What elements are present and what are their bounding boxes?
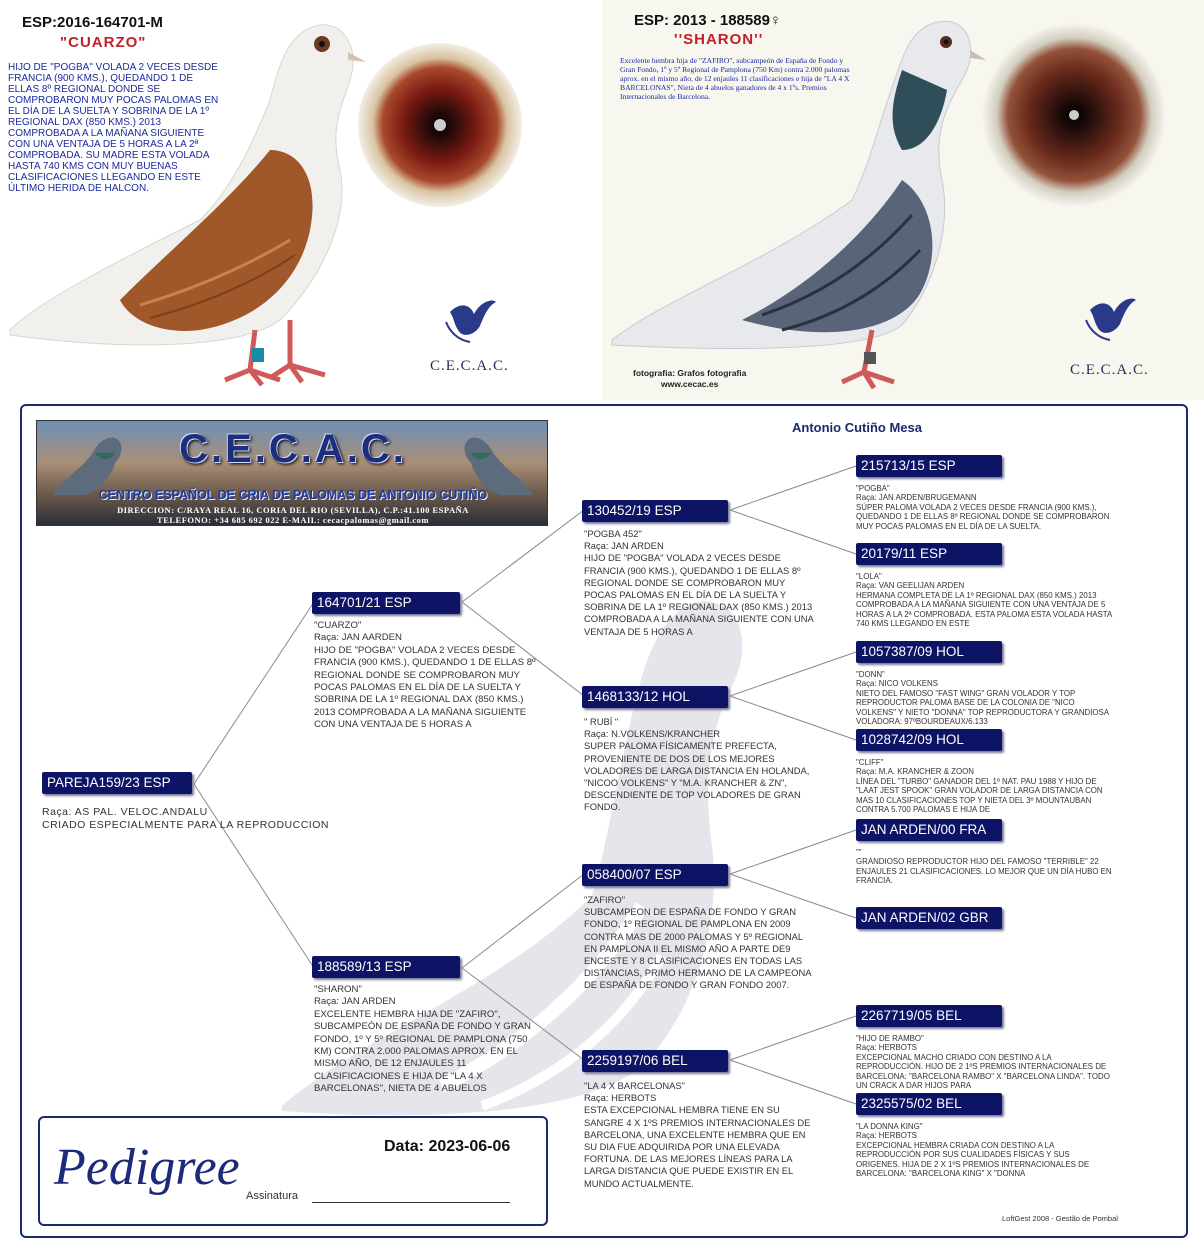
sd-text: SUPER PALOMA FÍSICAMENTE PREFECTA, PROVENIENTE DE DOS DE LOS MEJORES VOLADORES DE LARGA DISTANCIA EN HOLANDA, "NICOO VOLKENS" Y "M.A. KRANCHER & ZN", DESCENDIENTE DE TOP VOLADORES DE GRAN FONDO. — [584, 740, 810, 813]
banner-title: C.E.C.A.C. — [179, 427, 407, 471]
sharon-logo-text: C.E.C.A.C. — [1070, 362, 1149, 378]
dam-ring-box: 188589/13 ESP — [312, 956, 460, 978]
g3-6-breed: Raça: HERBOTS — [856, 1043, 917, 1053]
sire-text: HIJO DE "POGBA" VOLADA 2 VECES DESDE FRANCIA (900 KMS.), QUEDANDO 1 DE ELLAS 8º REGIONAL DONDE SE COMPROBARON MUY POCAS PALOMAS EN EL DÍA DE LA SUELTA Y SOBRINA DE LA 1º REGIONAL DAX (850 KMS.) 2013 COMPROBADA A LA MAÑANA SIGUIENTE CON UNA VENTAJA DE 5 HORAS A — [314, 644, 536, 731]
sharon-ring-title: ESP: 2013 - 188589♀ — [634, 12, 782, 29]
sd-breed: Raça: N.VOLKENS/KRANCHER — [584, 728, 720, 740]
dam-info — [314, 984, 546, 1096]
g3-3-info — [856, 758, 1112, 814]
pedigree-chart — [20, 404, 1188, 1238]
banner-address-line: DIRECCION: C/RAYA REAL 16, CORIA DEL RIO (SEVILLA), C.P.:41.100 ESPAÑA — [117, 505, 469, 515]
ss-name: "POGBA 452" — [584, 528, 642, 539]
g3-0-text: SÚPER PALOMA VOLADA 2 VECES DESDE FRANCIA (900 KMS.), QUEDANDO 1 DE ELLAS 8º REGIONAL DONDE SE COMPROBARON MUY POCAS PALOMAS EN EL DÍA DE LA SUELTA. — [856, 502, 1110, 531]
dd-info — [584, 1080, 816, 1190]
g3-1-name: "LOLA" — [856, 572, 882, 581]
g3-6-text: EXCEPCIONAL MACHO CRIADO CON DESTINO A LA REPRODUCCIÓN. HIJO DE 2 1ºS PREMIOS INTERNACIONALES DE BARCELONA: "BARCELONA RAMBO" X "BARCELONA LINDA". TODO UN CRACK A DAR HIJOS PARA — [856, 1052, 1110, 1091]
g3-0-breed: Raça: JAN ARDEN/BRUGEMANN — [856, 493, 977, 503]
owner-name: Antonio Cutiño Mesa — [792, 420, 922, 435]
sd-name: " RUBÍ " — [584, 716, 619, 727]
g3-2-ring-box: 1057387/09 HOL — [856, 641, 1002, 663]
g3-2-text: NIETO DEL FAMOSO "FAST WING" GRAN VOLADOR Y TOP REPRODUCTOR PALOMA BASE DE LA COLONIA DE "NICO VOLKENS" Y NIETO "DONNA" TOP REPRODUCTORA Y GRANDIOSA VOLADORA: 97ºBOURDEAUX/6.133 — [856, 688, 1109, 727]
pigeon-logo-icon — [440, 292, 500, 348]
ss-text: HIJO DE "POGBA" VOLADA 2 VECES DESDE FRANCIA (900 KMS.), QUEDANDO 1 DE ELLAS 8º REGIONAL DONDE SE COMPROBARON MUY POCAS PALOMAS EN EL DÍA DE LA SUELTA Y SOBRINA DE LA 1º REGIONAL DAX (850 KMS.) 2013 COMPROBADA A LA MAÑANA SIGUIENTE CON UNA VENTAJA DE 5 HORAS A — [584, 552, 814, 637]
dd-breed: Raça: HERBOTS — [584, 1092, 657, 1104]
pedigree-date: Data: 2023-06-06 — [384, 1138, 511, 1155]
ds-ring-box: 058400/07 ESP — [582, 864, 728, 886]
g3-3-text: LÍNEA DEL "TURBO" GANADOR DEL 1º NAT. PAU 1988 Y HIJO DE "LAAT JEST SPOOK" GRAN VOLADOR DE LARGA DISTANCIA CON MAS 10 CLASIFICACIONES TOP Y NIETA DEL 3º MOUNTAUBAN CONTRA 5.700 PALOMAS E HIJA DE — [856, 776, 1103, 815]
g3-2-breed: Raça: NICO VOLKENS — [856, 679, 939, 689]
g3-2-info — [856, 670, 1112, 726]
sire-info — [314, 620, 546, 732]
subject-info — [42, 806, 342, 832]
dd-text: ESTA EXCEPCIONAL HEMBRA TIENE EN SU SANGRE 4 X 1ºS PREMIOS INTERNACIONALES DE BARCELONA, UNA EXCELENTE HEMBRA QUE EN SU DIA FUE ADQUIRIDA POR UNA ELEVADA FORTUNA. DE LAS MEJORES LÍNEAS PARA LA LARGA DISTANCIA QUE PUEDE EXISTIR EN EL MUNDO ACTUALMENTE. — [584, 1104, 811, 1189]
g3-6-ring-box: 2267719/05 BEL — [856, 1005, 1002, 1027]
cuarzo-ring-title: ESP:2016-164701-M — [22, 14, 163, 31]
sd-info — [584, 716, 816, 814]
dam-name: "SHARON" — [314, 984, 362, 995]
g3-1-ring-box: 20179/11 ESP — [856, 543, 1002, 565]
dam-breed: Raça: JAN ARDEN — [314, 996, 396, 1008]
g3-2-name: "DONN" — [856, 670, 885, 679]
g3-4-text: GRANDIOSO REPRODUCTOR HIJO DEL FAMOSO "TERRIBLE" 22 ENJAULES 21 CLASIFICACIONES. LO MEJOR QUE UN DÍA HUBO EN FRANCIA. — [856, 857, 1112, 886]
ds-text: SUBCAMPEON DE ESPAÑA DE FONDO Y GRAN FONDO, 1º REGIONAL DE PAMPLONA EN 2009 CONTRA MAS DE 2000 PALOMAS Y 5º REGIONAL EN PAMPLONA II EL MISMO AÑO A PARTE DE9 ENCESTE Y 8 CLASIFICACIONES EN TODAS LAS DISTANCIAS, PRIMO HERMANO DE LA CAMPEONA DE ESPAÑA DE FONDO Y GRAN FONDO 2007. — [584, 906, 811, 991]
g3-3-name: "CLIFF" — [856, 758, 884, 767]
banner-subtitle: CENTRO ESPAÑOL DE CRIA DE PALOMAS DE ANTONIO CUTIÑO — [98, 488, 488, 502]
photo-credit-line2: www.cecac.es — [661, 379, 719, 389]
ss-breed: Raça: JAN ARDEN — [584, 540, 664, 552]
g3-0-name: "POGBA" — [856, 484, 890, 493]
subject-ring-box: PAREJA159/23 ESP — [42, 772, 192, 794]
g3-3-ring-box: 1028742/09 HOL — [856, 729, 1002, 751]
g3-0-ring-box: 215713/15 ESP — [856, 455, 1002, 477]
g3-6-name: "HIJO DE RAMBO" — [856, 1034, 924, 1043]
sire-ring-box: 164701/21 ESP — [312, 592, 460, 614]
g3-7-breed: Raça: HERBOTS — [856, 1131, 917, 1141]
dam-text: EXCELENTE HEMBRA HIJA DE "ZAFIRO", SUBCAMPEÓN DE ESPAÑA DE FONDO Y GRAN FONDO, 1º Y 5º REGIONAL DE PAMPLONA (750 KM) CONTRA 2.000 PALOMAS APROX. EN EL MISMO AÑO, DE 12 ENJAULES 11 CLASIFICACIONES E HIJA DE "LA 4 X BARCELONAS", NIETA DE 4 ABUELOS — [314, 1008, 531, 1095]
ss-ring-box: 130452/19 ESP — [582, 500, 728, 522]
g3-4-ring-box: JAN ARDEN/00 FRA — [856, 819, 1002, 841]
cuarzo-name: "CUARZO" — [60, 34, 147, 51]
pedigree-script-title: Pedigree — [54, 1139, 240, 1196]
signature-line[interactable] — [312, 1202, 510, 1203]
g3-7-info — [856, 1122, 1112, 1178]
cecac-banner — [36, 420, 548, 526]
g3-1-breed: Raça: VAN GEELIJAN ARDEN — [856, 581, 965, 591]
sharon-name: ''SHARON'' — [674, 31, 764, 48]
g3-4-name: "" — [856, 848, 862, 857]
g3-1-text: HERMANA COMPLETA DE LA 1º REGIONAL DAX (850 KMS.) 2013 COMPROBADA A LA MAÑANA SIGUIENTE CON UNA VENTAJA DE 5 HORAS A LA 2ª COMPROBADA. ESTA PALOMA ESTA VOLADA HASTA 740 KMS LLEGANDO EN ESTE — [856, 590, 1112, 629]
cuarzo-description: HIJO DE "POGBA" VOLADA 2 VECES DESDE FRANCIA (900 KMS.), QUEDANDO 1 DE ELLAS 8º REGIONAL DONDE SE COMPROBARON MUY POCAS PALOMAS EN EL DÍA DE LA SUELTA Y SOBRINA DE LA 1º REGIONAL DAX (850 KMS.) 2013 COMPROBADA A LA MAÑANA SIGUIENTE CON UNA VENTAJA DE 5 HORAS A LA 2ª COMPROBADA. SU MADRE ESTA VOLADA HASTA 740 KMS CON MUY BUENAS CLASIFICACIONES LLEGANDO EN ESTE ÚLTIMO HERIDA DE HALCON. — [8, 62, 219, 194]
g3-5-ring-box: JAN ARDEN/02 GBR — [856, 907, 1002, 929]
signature-box — [38, 1116, 548, 1226]
dd-name: "LA 4 X BARCELONAS" — [584, 1080, 685, 1091]
dd-ring-box: 2259197/06 BEL — [582, 1050, 728, 1072]
g3-4-info — [856, 848, 1112, 886]
sire-name: "CUARZO" — [314, 620, 362, 631]
cuarzo-logo-text: C.E.C.A.C. — [430, 358, 509, 374]
g3-7-name: "LA DONNA KING" — [856, 1122, 923, 1131]
sire-breed: Raça: JAN AARDEN — [314, 632, 402, 644]
subject-note: CRIADO ESPECIALMENTE PARA LA REPRODUCCION — [42, 819, 329, 831]
sd-ring-box: 1468133/12 HOL — [582, 686, 728, 708]
ds-info — [584, 894, 816, 992]
subject-breed: Raça: AS PAL. VELOC.ANDALU — [42, 806, 208, 818]
g3-6-info — [856, 1034, 1112, 1090]
sharon-description: Excelente hembra hija de "ZAFIRO", subcampeón de España de Fondo y Gran Fondo, 1º y 5º Regional de Pamplona (750 Km) contra 2.000 palomas aprox. en el mismo año, de 12 enjaules 11 clasificaciones e hija de "LA 4 X BARCELONAS", Nieta de 4 abuelos ganadores de 4 x 1ºs. Premios Internacionales de Barcelona. — [620, 56, 850, 101]
footer-credit: LoftGest 2008 - Gestão de Pombal — [1002, 1214, 1118, 1223]
ss-info — [584, 528, 816, 638]
g3-0-info — [856, 484, 1112, 531]
panel-cuarzo — [0, 0, 598, 400]
g3-3-breed: Raça: M.A. KRANCHER & ZOON — [856, 767, 974, 777]
g3-7-text: EXCEPCIONAL HEMBRA CRIADA CON DESTINO A LA REPRODUCCIÓN POR SUS CUALIDADES FÍSICAS Y SUS ORIGENES. HIJA DE 2 X 1ºS PREMIOS INTERNACIONALES DE BARCELONA: "BARCELONA KING" X "DONNA — [856, 1140, 1090, 1179]
g3-1-info — [856, 572, 1112, 628]
pigeon-logo-icon — [1080, 290, 1140, 346]
cuarzo-pigeon-photo — [0, 0, 598, 400]
photo-credit — [633, 368, 746, 390]
ds-name: "ZAFIRO" — [584, 894, 626, 905]
signature-label: Assinatura — [246, 1190, 298, 1202]
banner-address — [37, 505, 548, 525]
banner-contact-line: TELEFONO: +34 685 692 022 E-MAIL: cecacpalomas@gmail.com — [157, 515, 429, 525]
photo-credit-line1: fotografia: Grafos fotografia — [633, 368, 747, 378]
g3-7-ring-box: 2325575/02 BEL — [856, 1093, 1002, 1115]
